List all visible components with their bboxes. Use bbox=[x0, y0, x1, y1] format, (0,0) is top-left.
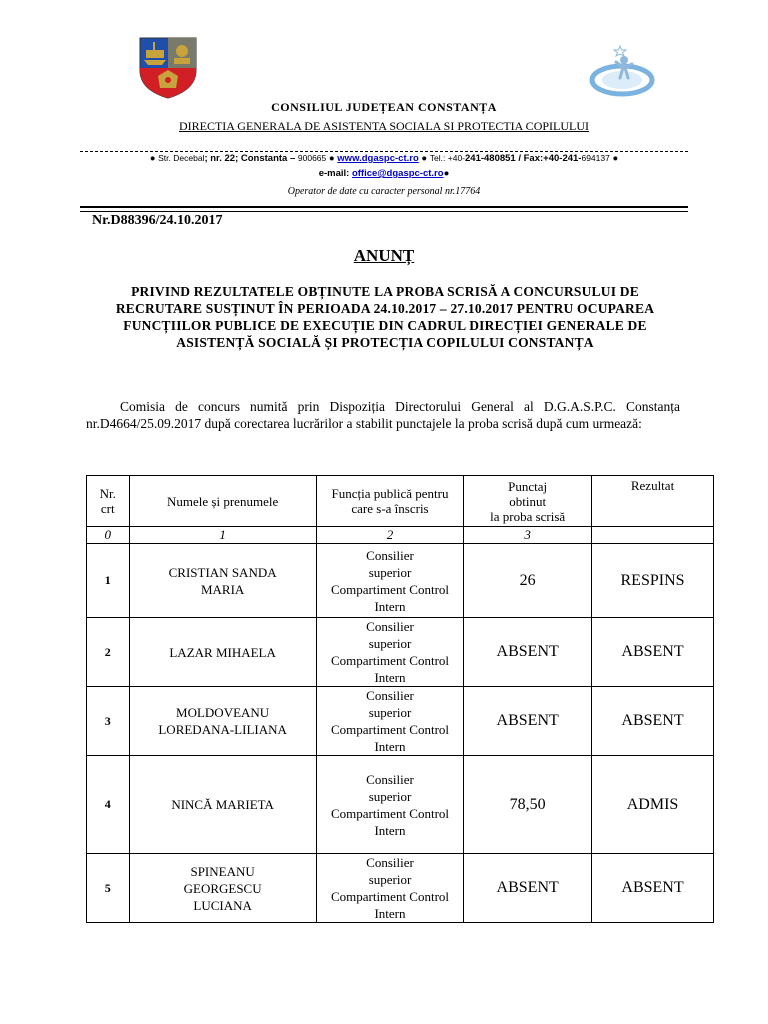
row-nr: 4 bbox=[87, 756, 130, 854]
row-nr: 5 bbox=[87, 854, 130, 923]
intro-text: Comisia de concurs numită prin Dispoziția Directorului General al D.G.A.S.P.C. Constanța nr.D4664/25.09.2017 după corectarea lucrărilor a stabilit punctajele la proba scrisă după cum urmează: bbox=[86, 399, 680, 431]
postal-code: 900665 bbox=[297, 153, 327, 163]
row-function: Consilier superior Compartiment Control Intern bbox=[316, 854, 464, 923]
index-cell: 2 bbox=[316, 527, 464, 544]
address-street: Str. Decebal bbox=[158, 153, 205, 163]
document-subject: PRIVIND REZULTATELE OBȚINUTE LA PROBA SCRISĂ A CONCURSULUI DE RECRUTARE SUSȚINUT ÎN PERIOADA 24.10.2017 – 27.10.2017 PENTRU OCUPAREA FUNCȚIILOR PUBLICE DE EXECUȚIE DIN CADRUL DIRECȚIEI GENERALE DE ASISTENȚĂ SOCIALĂ ȘI PROTECȚIA COPILULUI CONSTANȚA bbox=[115, 284, 655, 350]
document-number: Nr.D88396/24.10.2017 bbox=[92, 213, 223, 228]
divider-dashed bbox=[80, 151, 688, 152]
row-function: Consilier superior Compartiment Control Intern bbox=[316, 544, 464, 618]
email-label: e-mail: bbox=[318, 168, 352, 179]
document-title: ANUNȚ bbox=[353, 246, 415, 265]
intro-paragraph bbox=[86, 398, 680, 432]
index-cell: 3 bbox=[464, 527, 592, 544]
county-crest-icon bbox=[138, 36, 198, 100]
table-row bbox=[87, 544, 714, 618]
row-result: RESPINS bbox=[592, 544, 714, 618]
table-index-row bbox=[87, 527, 714, 544]
index-cell: 1 bbox=[129, 527, 316, 544]
row-score: ABSENT bbox=[464, 687, 592, 756]
row-function: Consilier superior Compartiment Control Intern bbox=[316, 687, 464, 756]
row-score: ABSENT bbox=[464, 854, 592, 923]
row-function: Consilier superior Compartiment Control Intern bbox=[316, 756, 464, 854]
table-header-row bbox=[87, 476, 714, 527]
row-result: ADMIS bbox=[592, 756, 714, 854]
index-cell: 0 bbox=[87, 527, 130, 544]
row-nr: 2 bbox=[87, 618, 130, 687]
row-name: MOLDOVEANU LOREDANA-LILIANA bbox=[129, 687, 316, 756]
table-row bbox=[87, 756, 714, 854]
header-result: Rezultat bbox=[592, 476, 714, 527]
row-score: ABSENT bbox=[464, 618, 592, 687]
header-nr: Nr. crt bbox=[87, 476, 130, 527]
table-row bbox=[87, 687, 714, 756]
tel-prefix: Tel.: +40- bbox=[429, 153, 465, 163]
table-row bbox=[87, 854, 714, 923]
divider-thick bbox=[80, 206, 688, 208]
address-number: ; nr. 22; Constanta – bbox=[204, 153, 298, 164]
operator-note: Operator de date cu caracter personal nr.17764 bbox=[287, 186, 481, 197]
fax-tail: 694137 bbox=[581, 153, 610, 163]
council-name: CONSILIUL JUDEȚEAN CONSTANȚA bbox=[271, 100, 497, 114]
header-score: Punctaj obtinut la proba scrisă bbox=[464, 476, 592, 527]
dgaspc-logo-icon bbox=[586, 42, 658, 98]
directorate-name: DIRECTIA GENERALA DE ASISTENTA SOCIALA SI PROTECTIA COPILULUI bbox=[178, 119, 590, 133]
email-link[interactable]: office@dgaspc-ct.ro bbox=[351, 168, 444, 179]
row-name: CRISTIAN SANDA MARIA bbox=[129, 544, 316, 618]
table-row bbox=[87, 618, 714, 687]
contact-line: ● Str. Decebal; nr. 22; Constanta – 900665 ● www.dgaspc-ct.ro ● Tel.: +40-241-480851 / Fax:+40-241-694137 ● bbox=[149, 153, 619, 164]
row-nr: 3 bbox=[87, 687, 130, 756]
header-function: Funcția publică pentru care s-a înscris bbox=[316, 476, 464, 527]
row-name: LAZAR MIHAELA bbox=[129, 618, 316, 687]
tel-fax: 241-480851 / Fax:+40-241- bbox=[465, 153, 582, 164]
row-score: 26 bbox=[464, 544, 592, 618]
header-name: Numele și prenumele bbox=[129, 476, 316, 527]
divider-thin bbox=[80, 211, 688, 212]
results-table bbox=[86, 475, 714, 923]
email-line: e-mail: office@dgaspc-ct.ro● bbox=[318, 168, 450, 179]
row-name: NINCĂ MARIETA bbox=[129, 756, 316, 854]
row-score: 78,50 bbox=[464, 756, 592, 854]
row-result: ABSENT bbox=[592, 618, 714, 687]
row-result: ABSENT bbox=[592, 854, 714, 923]
website-link[interactable]: www.dgaspc-ct.ro bbox=[337, 153, 419, 164]
index-cell bbox=[592, 527, 714, 544]
row-nr: 1 bbox=[87, 544, 130, 618]
row-function: Consilier superior Compartiment Control Intern bbox=[316, 618, 464, 687]
row-name: SPINEANU GEORGESCU LUCIANA bbox=[129, 854, 316, 923]
row-result: ABSENT bbox=[592, 687, 714, 756]
